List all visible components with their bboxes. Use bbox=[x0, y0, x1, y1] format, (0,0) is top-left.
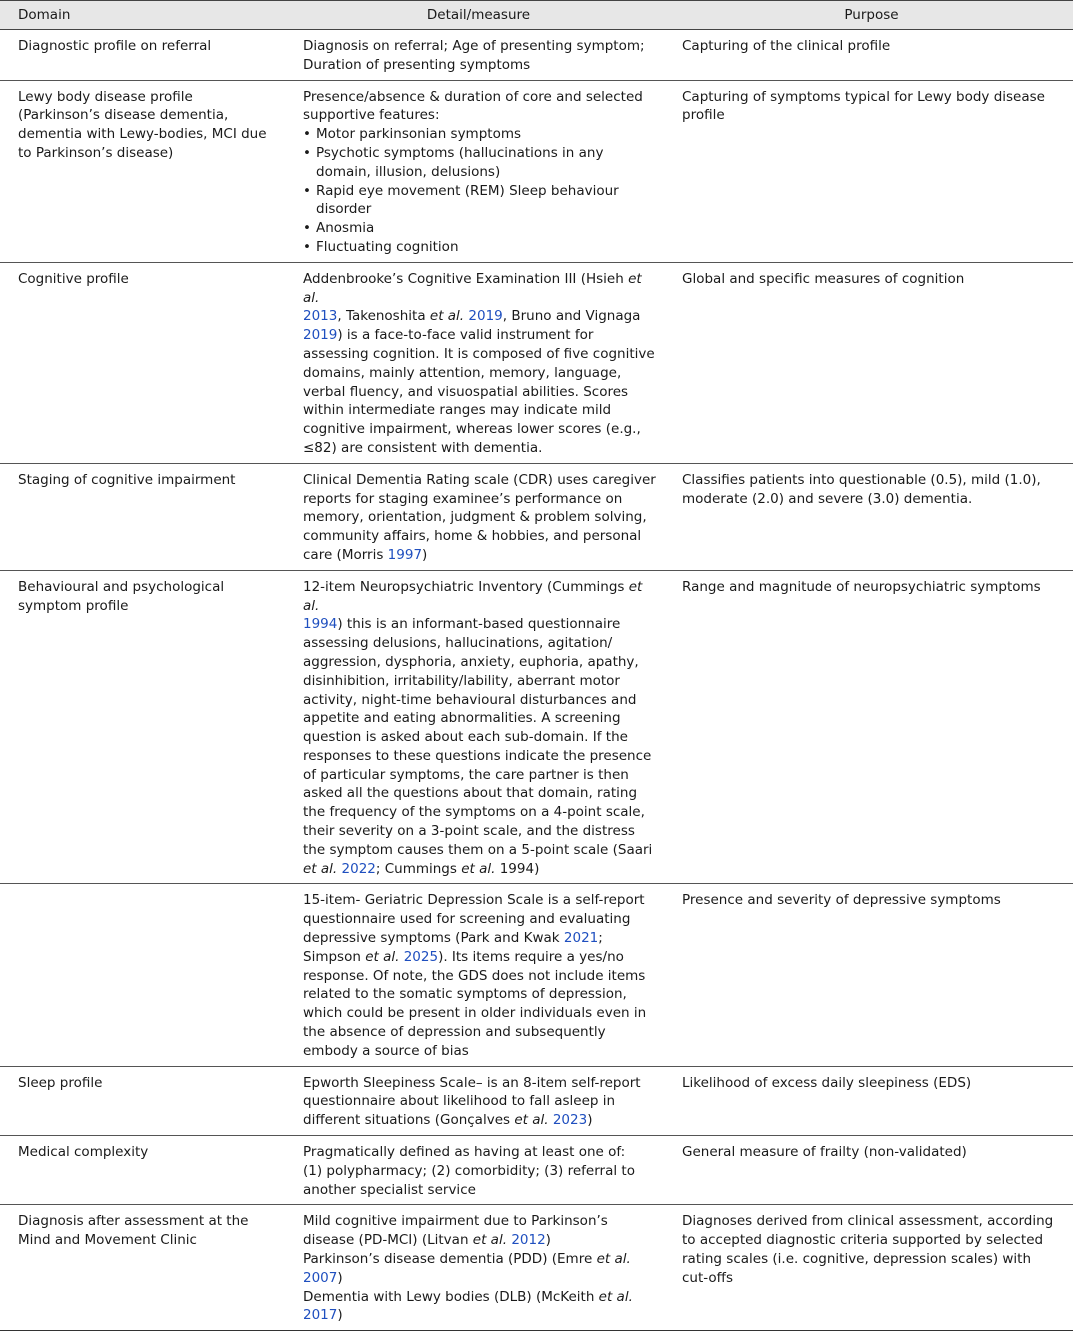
et-al: et al. bbox=[365, 948, 400, 965]
detail-text: (1) polypharmacy; (2) comorbidity; (3) referral to another specialist service bbox=[303, 1162, 635, 1198]
diagnosis-line bbox=[303, 1288, 658, 1326]
detail-text: ) this is an informant-based questionnaire assessing delusions, hallucinations, agitation/ aggression, dysphoria, anxiety, euphoria, apathy, disinhibition, irritability/lability, aberrant motor activity, night-time behavioural disturbances and appetite and eating abnormalities. A screening question is asked about each sub-domain. If the responses to these questions indicate the presence of particular symptoms, the care partner is then asked all the questions about that domain, rating the frequency of the symptoms on a 4-point scale, their severity on a 3-point scale, and the distress the symptom causes them on a 5-point scale (Saari bbox=[303, 616, 653, 858]
detail-text: ) bbox=[587, 1112, 593, 1129]
citation-link[interactable]: 2007 bbox=[303, 1269, 338, 1286]
et-al: et al. bbox=[303, 270, 642, 306]
domain-cell: Sleep profile bbox=[0, 1066, 287, 1135]
detail-cell bbox=[287, 80, 670, 262]
detail-text: ; Cummings bbox=[375, 860, 462, 877]
citation-link[interactable]: 2012 bbox=[511, 1232, 546, 1249]
purpose-cell: Diagnoses derived from clinical assessment, according to accepted diagnostic criteria supported by selected rating scales (i.e. cognitive, depression scales) with cut-offs bbox=[670, 1205, 1073, 1331]
et-al: et al. bbox=[303, 578, 643, 614]
detail-text: Clinical Dementia Rating scale (CDR) uses caregiver reports for staging examinee’s performance on memory, orientation, judgment & problem solving, community affairs, home & hobbies, and personal care (Morris bbox=[303, 471, 656, 563]
citation-link[interactable]: 2017 bbox=[303, 1307, 338, 1324]
table-row bbox=[0, 463, 1073, 570]
purpose-cell: Classifies patients into questionable (0.5), mild (1.0), moderate (2.0) and severe (3.0) dementia. bbox=[670, 463, 1073, 570]
detail-text: ) is a face-to-face valid instrument for assessing cognition. It is composed of five cognitive domains, mainly attention, memory, language, verbal fluency, and visuospatial abilities. Scores within intermediate ranges may indicate mild cognitive impairment, whereas lower scores (e.g., ≤82) are consistent with dementia. bbox=[303, 327, 655, 456]
domain-cell: Behavioural and psychological symptom profile bbox=[0, 570, 287, 884]
detail-text: 12-item Neuropsychiatric Inventory (Cummings bbox=[303, 578, 629, 595]
et-al: et al. bbox=[514, 1112, 549, 1129]
purpose-cell: Capturing of the clinical profile bbox=[670, 30, 1073, 81]
detail-cell bbox=[287, 1136, 670, 1205]
purpose-cell: Capturing of symptoms typical for Lewy body disease profile bbox=[670, 80, 1073, 262]
table-row bbox=[0, 30, 1073, 81]
detail-text: Addenbrooke’s Cognitive Examination III (Hsieh bbox=[303, 270, 629, 287]
detail-cell bbox=[287, 262, 670, 463]
citation-link[interactable]: 2013 bbox=[303, 308, 338, 325]
table-row bbox=[0, 570, 1073, 884]
citation-link[interactable]: 2023 bbox=[552, 1112, 588, 1129]
purpose-cell: General measure of frailty (non-validated) bbox=[670, 1136, 1073, 1205]
detail-text: ) bbox=[545, 1232, 551, 1249]
detail-text: ; Simpson bbox=[303, 930, 603, 965]
header-detail-measure: Detail/measure bbox=[287, 1, 670, 30]
domain-cell: Lewy body disease profile (Parkinson’s disease dementia, dementia with Lewy-bodies, MCI due to Parkinson’s disease) bbox=[0, 80, 287, 262]
detail-cell: Diagnosis on referral; Age of presenting symptom; Duration of presenting symptoms bbox=[287, 30, 670, 81]
detail-text: Pragmatically defined as having at least one of: bbox=[303, 1144, 626, 1161]
et-al: et al. bbox=[429, 308, 465, 325]
et-al: et al. bbox=[596, 1251, 631, 1268]
domain-cell: Diagnostic profile on referral bbox=[0, 30, 287, 81]
domain-cell: Medical complexity bbox=[0, 1136, 287, 1205]
list-item: • Fluctuating cognition bbox=[303, 238, 658, 257]
detail-text: ) bbox=[337, 1269, 343, 1286]
diagnosis-line bbox=[303, 1212, 658, 1250]
detail-text: 1994) bbox=[495, 860, 540, 877]
detail-text: ). Its items require a yes/no response. Of note, the GDS does not include items related to the somatic symptoms of depression, which could be present in older individuals even in the absence of depression and subsequently embody a source of bias bbox=[303, 948, 647, 1059]
citation-link[interactable]: 1994 bbox=[303, 616, 338, 633]
list-item: • Motor parkinsonian symptoms bbox=[303, 125, 658, 144]
et-al: et al. bbox=[598, 1288, 633, 1305]
detail-text: , Takenoshita bbox=[337, 308, 430, 325]
citation-link[interactable]: 2019 bbox=[303, 327, 338, 344]
table-row bbox=[0, 80, 1073, 262]
list-item: • Anosmia bbox=[303, 219, 658, 238]
domain-cell: Cognitive profile bbox=[0, 262, 287, 463]
list-item: • Rapid eye movement (REM) Sleep behaviour disorder bbox=[303, 182, 658, 220]
detail-cell bbox=[287, 570, 670, 884]
detail-text: Mild cognitive impairment due to Parkinson’s disease (PD-MCI) (Litvan bbox=[303, 1213, 608, 1249]
list-item: • Psychotic symptoms (hallucinations in any domain, illusion, delusions) bbox=[303, 144, 658, 182]
detail-text: Epworth Sleepiness Scale– is an 8-item self-report questionnaire about likelihood to fall asleep in different situations (Gonçalves bbox=[303, 1074, 641, 1129]
detail-text: ) bbox=[337, 1307, 343, 1324]
purpose-cell: Range and magnitude of neuropsychiatric symptoms bbox=[670, 570, 1073, 884]
purpose-cell: Likelihood of excess daily sleepiness (EDS) bbox=[670, 1066, 1073, 1135]
table-row bbox=[0, 1136, 1073, 1205]
table-row bbox=[0, 884, 1073, 1066]
table-row bbox=[0, 262, 1073, 463]
purpose-cell: Global and specific measures of cognition bbox=[670, 262, 1073, 463]
domain-cell bbox=[0, 884, 287, 1066]
et-al: et al. bbox=[303, 860, 338, 877]
citation-link[interactable]: 2021 bbox=[563, 930, 599, 947]
feature-list bbox=[303, 125, 658, 257]
detail-intro: Presence/absence & duration of core and selected supportive features: bbox=[303, 88, 643, 124]
detail-text: 15-item- Geriatric Depression Scale is a self-report questionnaire used for screening and evaluating depressive symptoms (Park and Kwak bbox=[303, 892, 645, 947]
detail-cell bbox=[287, 1066, 670, 1135]
detail-cell bbox=[287, 884, 670, 1066]
detail-text: , Bruno and Vignaga bbox=[502, 308, 641, 325]
purpose-cell: Presence and severity of depressive symptoms bbox=[670, 884, 1073, 1066]
table-row bbox=[0, 1066, 1073, 1135]
citation-link[interactable]: 2022 bbox=[341, 860, 376, 877]
detail-cell bbox=[287, 1205, 670, 1331]
table-row bbox=[0, 1205, 1073, 1331]
detail-cell bbox=[287, 463, 670, 570]
header-row bbox=[0, 1, 1073, 30]
detail-text: Parkinson’s disease dementia (PDD) (Emre bbox=[303, 1251, 597, 1268]
detail-text: ) bbox=[422, 546, 428, 563]
et-al: et al. bbox=[472, 1232, 508, 1249]
detail-text: Dementia with Lewy bodies (DLB) (McKeith bbox=[303, 1288, 599, 1305]
domain-cell: Staging of cognitive impairment bbox=[0, 463, 287, 570]
et-al: et al. bbox=[461, 860, 496, 877]
diagnosis-line bbox=[303, 1250, 658, 1288]
citation-link[interactable]: 2019 bbox=[468, 308, 503, 325]
header-purpose: Purpose bbox=[670, 1, 1073, 30]
citation-link[interactable]: 1997 bbox=[387, 546, 423, 563]
domain-cell: Diagnosis after assessment at the Mind and Movement Clinic bbox=[0, 1205, 287, 1331]
header-domain: Domain bbox=[0, 1, 287, 30]
citation-link[interactable]: 2025 bbox=[403, 948, 439, 965]
